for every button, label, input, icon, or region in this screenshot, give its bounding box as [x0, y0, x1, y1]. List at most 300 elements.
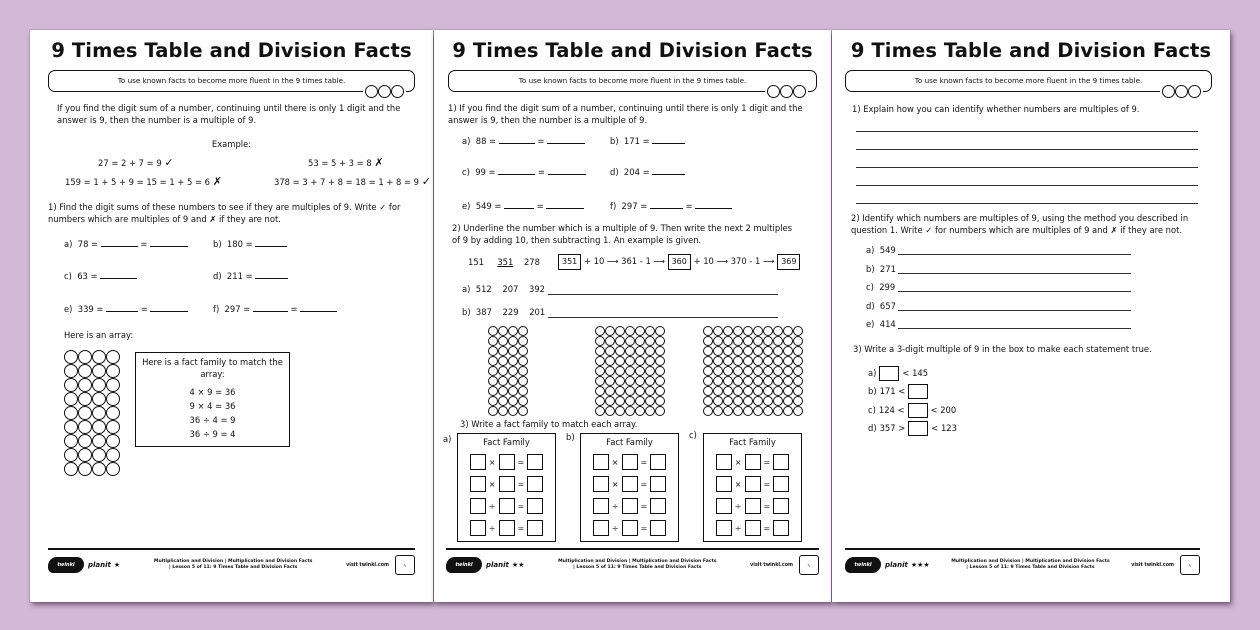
- answer-box[interactable]: [622, 498, 638, 514]
- answer-box[interactable]: [622, 476, 638, 492]
- array-dot: [78, 350, 92, 364]
- answer-box[interactable]: [499, 520, 515, 536]
- q1-item-b: b) 180 =: [213, 239, 287, 251]
- q2-item-d: d) 657: [866, 301, 896, 311]
- array-dot: [723, 396, 733, 406]
- array-dot: [655, 326, 665, 336]
- array-dot: [723, 366, 733, 376]
- question-2: 2) Underline the number which is a multiple of 9. Then write the next 2 multiples of 9 by adding 10, then subtracting 1. An example is given.: [452, 223, 793, 245]
- fact-4: 36 ÷ 9 = 4: [189, 429, 236, 439]
- answer-line[interactable]: [898, 273, 1131, 274]
- array-dot: [713, 396, 723, 406]
- array-dot: [498, 396, 508, 406]
- array-dot: [635, 326, 645, 336]
- array-dot: [733, 406, 743, 416]
- array-dot: [508, 366, 518, 376]
- answer-box[interactable]: [527, 476, 543, 492]
- array-dot: [733, 386, 743, 396]
- array-dot: [743, 366, 753, 376]
- array-dot: [595, 396, 605, 406]
- array-dot: [655, 366, 665, 376]
- array-dot: [518, 376, 528, 386]
- array-dot: [783, 356, 793, 366]
- answer-line[interactable]: [898, 291, 1131, 292]
- answer-blank[interactable]: [255, 239, 287, 247]
- array-dot: [733, 356, 743, 366]
- array-dot: [488, 406, 498, 416]
- array-dot: [498, 386, 508, 396]
- array-dot: [773, 386, 783, 396]
- array-dot: [703, 386, 713, 396]
- array-dot: [713, 376, 723, 386]
- star-icon: ★★★: [910, 561, 930, 569]
- array-dot: [645, 396, 655, 406]
- array-dot: [615, 396, 625, 406]
- array-dot: [733, 346, 743, 356]
- arrow-icon: ⟶: [653, 257, 665, 266]
- answer-box[interactable]: [593, 476, 609, 492]
- array-dot: [615, 346, 625, 356]
- answer-box[interactable]: [716, 520, 732, 536]
- answer-blank[interactable]: [253, 304, 288, 312]
- answer-box[interactable]: [527, 498, 543, 514]
- array-dot: [595, 386, 605, 396]
- fact-family-row: ÷ =: [704, 495, 801, 517]
- array-dot: [488, 336, 498, 346]
- array-dot: [645, 336, 655, 346]
- array-dot: [645, 346, 655, 356]
- example-label: Example:: [211, 139, 252, 149]
- question-1: 1) If you find the digit sum of a number, continuing until there is only 1 digit and the answer is 9, then the number is a multiple of 9.: [448, 103, 803, 125]
- fact-family-row: × =: [704, 451, 801, 473]
- answer-line[interactable]: [856, 167, 1198, 168]
- twinkl-badge-icon: ✎: [395, 555, 415, 575]
- answer-box[interactable]: [908, 421, 928, 436]
- visit-link: visit twinkl.com: [346, 562, 389, 568]
- tick-icon: ✓: [164, 156, 174, 169]
- array-dot: [64, 420, 78, 434]
- answer-box[interactable]: [622, 520, 638, 536]
- array-dot: [703, 396, 713, 406]
- array-dot: [605, 366, 615, 376]
- array-dot: [763, 356, 773, 366]
- answer-line[interactable]: [856, 203, 1198, 204]
- answer-box[interactable]: [745, 498, 761, 514]
- array-dot: [783, 376, 793, 386]
- array-dot: [793, 406, 803, 416]
- array-dot: [625, 366, 635, 376]
- answer-box[interactable]: [650, 498, 666, 514]
- answer-box[interactable]: [773, 520, 789, 536]
- dot-array-4x9: [64, 350, 120, 476]
- worksheet-page-1: [30, 30, 433, 602]
- fact-family-row: × =: [581, 451, 678, 473]
- array-dot: [78, 434, 92, 448]
- array-dot: [655, 406, 665, 416]
- arrow-icon: ⟶: [606, 257, 619, 266]
- array-dot: [723, 356, 733, 366]
- example-2: 53 = 5 + 3 = 8 ✗: [308, 156, 384, 169]
- fact-family-row: × =: [458, 451, 555, 473]
- fact-family-label-b: b): [566, 432, 575, 442]
- array-dot: [518, 396, 528, 406]
- array-dot: [64, 378, 78, 392]
- array-dot: [655, 356, 665, 366]
- array-dot: [645, 326, 655, 336]
- array-dot: [783, 386, 793, 396]
- answer-line[interactable]: [898, 254, 1131, 255]
- fact-family-row: × =: [458, 473, 555, 495]
- answer-line[interactable]: [548, 317, 778, 318]
- answer-blank[interactable]: [504, 201, 534, 209]
- array-dot: [64, 434, 78, 448]
- array-dot: [713, 346, 723, 356]
- answer-line[interactable]: [856, 149, 1198, 150]
- array-dot: [793, 396, 803, 406]
- array-dot: [625, 386, 635, 396]
- q1-item-a: a) 88 = =: [462, 136, 585, 148]
- answer-blank[interactable]: [255, 271, 288, 279]
- array-dot: [605, 386, 615, 396]
- q2-item-a: a) 549: [866, 245, 896, 255]
- array-dot: [783, 336, 793, 346]
- array-dot: [498, 336, 508, 346]
- array-dot: [605, 406, 615, 416]
- array-dot: [753, 406, 763, 416]
- array-dot: [793, 336, 803, 346]
- answer-box[interactable]: [908, 403, 928, 418]
- array-dot: [518, 356, 528, 366]
- answer-blank[interactable]: [498, 167, 535, 175]
- array-dot: [518, 336, 528, 346]
- array-dot: [763, 396, 773, 406]
- fact-3: 36 ÷ 4 = 9: [189, 415, 236, 425]
- array-dot: [106, 434, 120, 448]
- answer-box[interactable]: [499, 498, 515, 514]
- array-dot: [498, 376, 508, 386]
- array-dot: [733, 376, 743, 386]
- answer-box[interactable]: [470, 454, 486, 470]
- array-dot: [713, 326, 723, 336]
- array-dot: [743, 356, 753, 366]
- array-dot: [763, 346, 773, 356]
- answer-box[interactable]: [622, 454, 638, 470]
- answer-box[interactable]: [470, 476, 486, 492]
- planit-label: planit: [88, 561, 111, 569]
- fact-family-row: ÷ =: [581, 517, 678, 539]
- q2-item-c: c) 299: [866, 282, 896, 292]
- q2-item-b: b) 387 229 201: [462, 307, 546, 317]
- array-dot: [783, 366, 793, 376]
- array-dot: [793, 386, 803, 396]
- twinkl-logo: twinkl: [48, 557, 84, 573]
- array-dot: [793, 326, 803, 336]
- array-dot: [635, 356, 645, 366]
- array-dot: [508, 396, 518, 406]
- array-dot: [733, 336, 743, 346]
- array-dot: [518, 366, 528, 376]
- array-dot: [92, 462, 106, 476]
- answer-box[interactable]: [908, 384, 928, 399]
- answer-box[interactable]: [527, 520, 543, 536]
- answer-blank[interactable]: [499, 136, 535, 144]
- answer-blank[interactable]: [101, 239, 138, 247]
- objective-text: To use known facts to become more fluent in the 9 times table.: [117, 76, 346, 85]
- array-dot: [488, 376, 498, 386]
- array-dot: [615, 386, 625, 396]
- answer-blank[interactable]: [106, 304, 138, 312]
- array-dot: [625, 376, 635, 386]
- array-dot: [743, 376, 753, 386]
- array-dot: [106, 350, 120, 364]
- answer-box[interactable]: [593, 520, 609, 536]
- array-dot: [783, 346, 793, 356]
- answer-box[interactable]: [773, 476, 789, 492]
- array-dot: [64, 364, 78, 378]
- array-dot: [78, 378, 92, 392]
- array-dot: [793, 346, 803, 356]
- q2-example-numbers: 151 351 278: [468, 257, 540, 267]
- arrow-icon: ⟶: [763, 257, 775, 266]
- star-icon: ★: [113, 561, 121, 569]
- fact-family-row: ÷ =: [458, 495, 555, 517]
- answer-box[interactable]: [499, 454, 515, 470]
- array-dot: [773, 376, 783, 386]
- array-dot: [488, 356, 498, 366]
- array-dot: [78, 392, 92, 406]
- array-dot: [595, 346, 605, 356]
- array-dot: [508, 336, 518, 346]
- array-dot: [713, 336, 723, 346]
- array-dot: [645, 356, 655, 366]
- array-dot: [625, 346, 635, 356]
- answer-box[interactable]: [470, 498, 486, 514]
- array-dot: [605, 396, 615, 406]
- fact-family-label-c: c): [689, 430, 697, 440]
- array-dot: [625, 326, 635, 336]
- array-dot: [508, 406, 518, 416]
- answer-blank[interactable]: [652, 167, 685, 175]
- array-dot: [92, 392, 106, 406]
- answer-line[interactable]: [856, 131, 1198, 132]
- array-dot: [733, 366, 743, 376]
- star-icon: ★★: [511, 561, 525, 569]
- cross-icon: ✗: [212, 175, 222, 188]
- footer-lesson-info: Multiplication and Division | Multiplication and Division Facts | Lesson 5 of 11: 9 Times Table and Division Facts: [951, 559, 1110, 570]
- array-dot: [763, 366, 773, 376]
- array-dot: [635, 346, 645, 356]
- array-dot: [763, 406, 773, 416]
- array-dot: [743, 326, 753, 336]
- footer-lesson-info: Multiplication and Division | Multiplication and Division Facts | Lesson 5 of 11: 9 Times Table and Division Facts: [558, 559, 717, 570]
- example-4: 378 = 3 + 7 + 8 = 18 = 1 + 8 = 9 ✓: [274, 175, 431, 188]
- fact-1: 4 × 9 = 36: [189, 387, 236, 397]
- q1-item-a: a) 78 = =: [64, 239, 188, 251]
- dot-array-7x9: [595, 326, 665, 416]
- q2-item-e: e) 414: [866, 319, 896, 329]
- array-dot: [625, 336, 635, 346]
- dot-array-4x9: [488, 326, 528, 416]
- twinkl-badge-icon: ✎: [1180, 555, 1200, 575]
- answer-blank[interactable]: [150, 239, 188, 247]
- array-dot: [488, 366, 498, 376]
- array-dot: [488, 396, 498, 406]
- array-dot: [615, 326, 625, 336]
- array-dot: [106, 462, 120, 476]
- array-dot: [753, 396, 763, 406]
- answer-blank[interactable]: [548, 167, 586, 175]
- array-dot: [615, 366, 625, 376]
- array-dot: [703, 346, 713, 356]
- answer-box[interactable]: [650, 476, 666, 492]
- q3-item-c: c) 124 < < 200: [868, 403, 956, 418]
- q1-item-d: d) 204 =: [610, 167, 685, 179]
- array-dot: [635, 366, 645, 376]
- array-dot: [595, 356, 605, 366]
- answer-box[interactable]: [745, 454, 761, 470]
- array-dot: [743, 336, 753, 346]
- q1-item-e: e) 549 = =: [462, 201, 584, 213]
- array-dot: [78, 448, 92, 462]
- array-dot: [773, 326, 783, 336]
- answer-blank[interactable]: [695, 201, 732, 209]
- array-dot: [733, 326, 743, 336]
- answer-box[interactable]: [593, 454, 609, 470]
- array-dot: [753, 386, 763, 396]
- array-dot: [605, 346, 615, 356]
- array-dot: [595, 376, 605, 386]
- array-dot: [625, 406, 635, 416]
- visit-link: visit twinkl.com: [750, 562, 793, 568]
- array-dot: [106, 420, 120, 434]
- beads-icon: [765, 85, 808, 98]
- array-dot: [595, 326, 605, 336]
- answer-box[interactable]: [650, 454, 666, 470]
- arrow-icon: ⟶: [716, 257, 729, 266]
- q1-item-c: c) 63 =: [64, 271, 137, 283]
- array-dot: [605, 376, 615, 386]
- answer-box[interactable]: [527, 454, 543, 470]
- answer-line[interactable]: [898, 310, 1131, 311]
- array-dot: [92, 378, 106, 392]
- answer-box[interactable]: [716, 476, 732, 492]
- footer-divider: [845, 548, 1200, 550]
- array-dot: [635, 386, 645, 396]
- answer-blank[interactable]: [652, 136, 685, 144]
- answer-line[interactable]: [898, 328, 1131, 329]
- q3-item-d: d) 357 > < 123: [868, 421, 957, 436]
- array-dot: [753, 376, 763, 386]
- answer-line[interactable]: [856, 185, 1198, 186]
- q2-item-a: a) 512 207 392: [462, 284, 545, 294]
- array-dot: [783, 406, 793, 416]
- array-dot: [635, 396, 645, 406]
- answer-box[interactable]: [593, 498, 609, 514]
- answer-box[interactable]: [716, 454, 732, 470]
- array-dot: [793, 376, 803, 386]
- q1-item-c: c) 99 = =: [462, 167, 586, 179]
- array-dot: [743, 396, 753, 406]
- array-dot: [625, 356, 635, 366]
- fact-box-heading: Here is a fact family to match the array:: [142, 357, 283, 379]
- answer-box[interactable]: [745, 476, 761, 492]
- answer-blank[interactable]: [650, 201, 683, 209]
- q1-item-d: d) 211 =: [213, 271, 288, 283]
- array-dot: [498, 366, 508, 376]
- array-dot: [713, 386, 723, 396]
- worksheet-page-2: [434, 30, 831, 602]
- fact-family-heading: Fact Family: [483, 437, 530, 447]
- answer-box[interactable]: [470, 520, 486, 536]
- array-dot: [703, 356, 713, 366]
- array-dot: [92, 350, 106, 364]
- answer-box[interactable]: [745, 520, 761, 536]
- answer-blank[interactable]: [547, 136, 585, 144]
- twinkl-badge-icon: ✎: [799, 555, 819, 575]
- array-dot: [773, 396, 783, 406]
- answer-line[interactable]: [548, 294, 778, 295]
- array-dot: [106, 378, 120, 392]
- array-dot: [488, 346, 498, 356]
- worksheet-page-3: [832, 30, 1230, 602]
- fact-family-example-box: [135, 352, 290, 447]
- array-dot: [92, 406, 106, 420]
- array-dot: [655, 386, 665, 396]
- array-dot: [508, 346, 518, 356]
- answer-blank[interactable]: [546, 201, 584, 209]
- array-dot: [723, 386, 733, 396]
- answer-blank[interactable]: [150, 304, 188, 312]
- tick-icon: ✓: [421, 175, 431, 188]
- fact-family-heading: Fact Family: [729, 437, 776, 447]
- question-1: 1) Explain how you can identify whether numbers are multiples of 9.: [852, 104, 1140, 114]
- objective-text: To use known facts to become more fluent in the 9 times table.: [914, 76, 1143, 85]
- question-3: 3) Write a 3-digit multiple of 9 in the box to make each statement true.: [853, 344, 1152, 354]
- array-dot: [92, 434, 106, 448]
- q1-item-b: b) 171 =: [610, 136, 685, 148]
- array-dot: [605, 356, 615, 366]
- answer-box[interactable]: [499, 476, 515, 492]
- q1-item-e: e) 339 = =: [64, 304, 188, 316]
- fact-family-label-a: a): [443, 434, 452, 444]
- array-dot: [635, 376, 645, 386]
- array-dot: [498, 346, 508, 356]
- answer-box[interactable]: [773, 454, 789, 470]
- fact-family-row: ÷ =: [581, 495, 678, 517]
- q1-item-f: f) 297 = =: [213, 304, 337, 316]
- learning-objective-bar: [48, 70, 415, 92]
- question-1: 1) Find the digit sums of these numbers to see if they are multiples of 9. Write ✓ for numbers which are multiples of 9 and ✗ if they are not.: [48, 202, 401, 224]
- q1-item-f: f) 297 = =: [610, 201, 732, 213]
- answer-box[interactable]: [773, 498, 789, 514]
- array-dot: [655, 396, 665, 406]
- answer-box[interactable]: [716, 498, 732, 514]
- answer-blank[interactable]: [300, 304, 337, 312]
- array-dot: [605, 336, 615, 346]
- answer-box[interactable]: [879, 366, 899, 381]
- array-dot: [508, 386, 518, 396]
- array-dot: [645, 386, 655, 396]
- answer-blank[interactable]: [100, 271, 137, 279]
- q3-item-a: a) < 145: [868, 366, 928, 381]
- array-dot: [645, 366, 655, 376]
- array-dot: [498, 406, 508, 416]
- answer-box[interactable]: [650, 520, 666, 536]
- array-dot: [723, 336, 733, 346]
- array-dot: [518, 326, 528, 336]
- array-label: Here is an array:: [64, 330, 134, 340]
- array-dot: [733, 396, 743, 406]
